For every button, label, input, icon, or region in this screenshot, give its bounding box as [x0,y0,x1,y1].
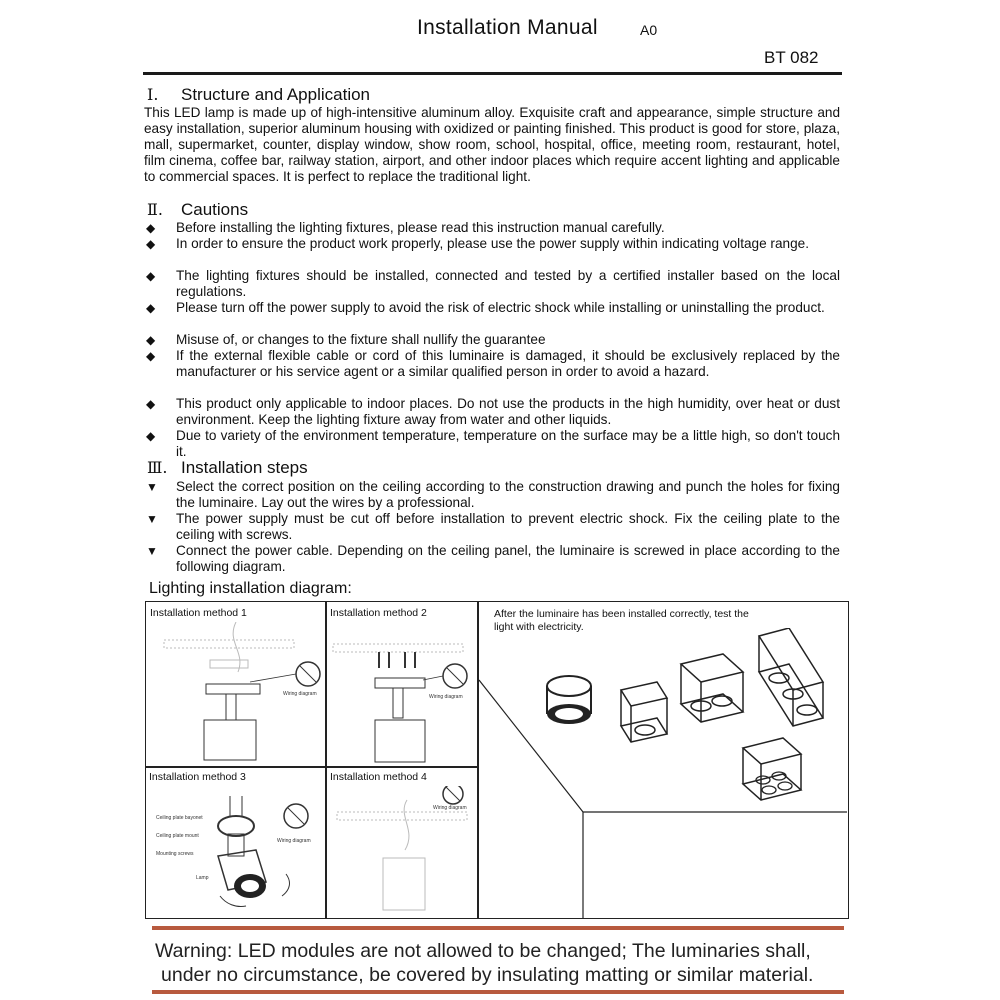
method-4-label: Installation method 4 [330,771,427,783]
document-title: Installation Manual [417,16,598,39]
method-3-drawing [146,786,324,916]
warning-line-1: Warning: LED modules are not allowed to be changed; The luminaries shall, [155,940,811,962]
caution-item [146,396,840,428]
label-ceiling-plate-mount: Ceiling plate mount [156,833,199,839]
caution-text: If the external flexible cable or cord of this luminaire is damaged, it should be exclusively replaced by the manufacturer or his service agent or a similar qualified person in order to avoid a hazard. [176,348,840,379]
section-cautions-heading: Ⅱ. Cautions [147,200,249,219]
method-4-drawing [327,786,477,916]
caution-text: The lighting fixtures should be installed, connected and tested by a certified installer based on the local regulations. [176,268,840,299]
warning-line-2: under no circumstance, be covered by insulating matting or similar material. [161,964,814,986]
step-text: The power supply must be cut off before installation to prevent electric shock. Fix the ceiling plate to the ceiling with screws. [176,511,840,542]
warning-rule-top [152,926,844,930]
caution-text: This product only applicable to indoor places. Do not use the products in the high humidity, over heat or dust environment. Keep the lighting fixture away from water and other liquids. [176,396,840,427]
label-lamp: Lamp [196,875,209,881]
step-bullet-icon: ▼ [146,544,158,558]
method-1-label: Installation method 1 [150,607,247,619]
caution-bullet-icon: ◆ [146,301,156,315]
test-note: After the luminaire has been installed correctly, test the light with electricity. [494,608,749,633]
caution-item [146,348,840,380]
caution-bullet-icon: ◆ [146,349,156,363]
luminaire-variants-drawing [479,628,847,918]
document-code: A0 [640,22,658,38]
caution-item [146,268,840,300]
step-item [146,479,840,511]
step-item [146,511,840,543]
caution-bullet-icon: ◆ [146,237,156,251]
method-3-wiring-label: Wiring diagram [277,838,311,844]
caution-bullet-icon: ◆ [146,333,156,347]
method-1-drawing [146,622,324,766]
label-mounting-screws: Mounting screws [156,851,194,857]
step-text: Connect the power cable. Depending on the ceiling panel, the luminaire is screwed in place according to the following diagram. [176,543,840,574]
method-2-drawing [327,622,477,766]
caution-text: In order to ensure the product work properly, please use the power supply within indicating voltage range. [176,236,809,251]
method-1-wiring-label: Wiring diagram [283,691,317,697]
label-ceiling-plate-bayonet: Ceiling plate bayonet [156,815,203,821]
model-number: BT 082 [764,48,819,67]
warning-box [155,939,845,987]
method-2-label: Installation method 2 [330,607,427,619]
caution-text: Due to variety of the environment temperature, temperature on the surface may be a little high, so don't touch it. [176,428,840,459]
caution-bullet-icon: ◆ [146,269,156,283]
step-bullet-icon: ▼ [146,512,158,526]
caution-item [146,236,840,252]
diagram-title: Lighting installation diagram: [149,580,352,597]
caution-item [146,220,840,236]
caution-item [146,428,840,460]
caution-text: Please turn off the power supply to avoid the risk of electric shock while installing or uninstalling the product. [176,300,825,315]
caution-bullet-icon: ◆ [146,397,156,411]
method-4-wiring-label: Wiring diagram [433,805,467,811]
caution-bullet-icon: ◆ [146,429,156,443]
step-bullet-icon: ▼ [146,480,158,494]
header-divider [143,72,842,75]
caution-item [146,300,840,316]
caution-item [146,332,840,348]
diagram-divider-h [145,766,478,768]
step-text: Select the correct position on the ceiling according to the construction drawing and punch the holes for fixing the luminaire. Lay out the wires by a professional. [176,479,840,510]
method-3-label: Installation method 3 [149,771,246,783]
step-item [146,543,840,575]
caution-text: Before installing the lighting fixtures, please read this instruction manual carefully. [176,220,665,235]
section-steps-heading: Ⅲ. Installation steps [147,458,308,477]
warning-rule-bottom [152,990,844,994]
section-structure-heading: Ⅰ. Structure and Application [147,85,371,104]
method-2-wiring-label: Wiring diagram [429,694,463,700]
caution-text: Misuse of, or changes to the fixture shall nullify the guarantee [176,332,546,347]
caution-bullet-icon: ◆ [146,221,156,235]
section-structure-text: This LED lamp is made up of high-intensitive aluminum alloy. Exquisite craft and appearance, simple structure and easy installation, superior aluminum housing with oxidized or painting finished. This product is good for store, plaza, mall, supermarket, counter, display window, show room, school, hospital, office, meeting room, restaurant, hotel, film cinema, coffee bar, railway station, airport, and other indoor places which require accent lighting and applicable to commercial spaces. It is perfect to replace the traditional light. [144,105,840,184]
